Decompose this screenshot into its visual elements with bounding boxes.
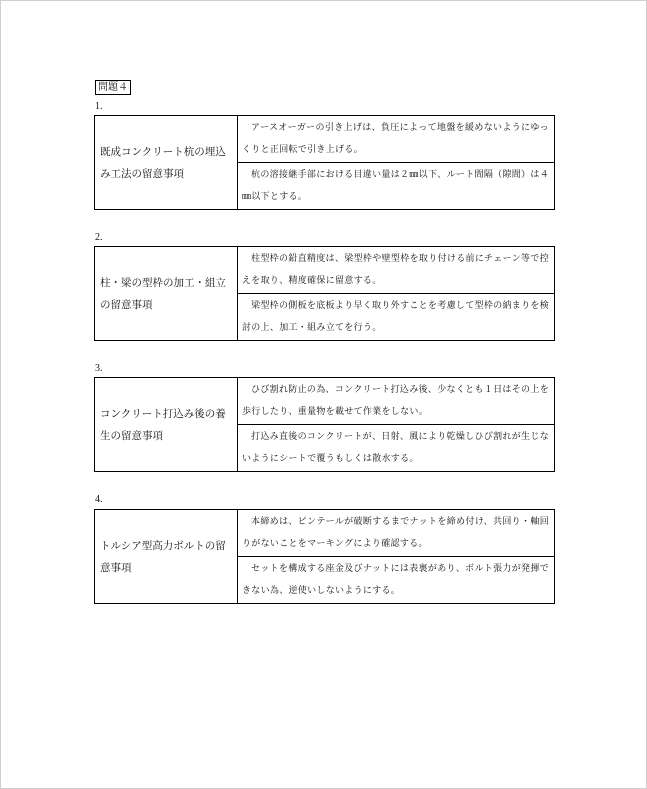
topic-cell: 柱・梁の型枠の加工・組立の留意事項 (95, 247, 238, 341)
point-cell: 本締めは、ピンテールが破断するまでナットを締め付け、共回り・軸回りがないことをマーキングにより確認する。 (238, 510, 555, 557)
point-cell: アースオーガーの引き上げは、負圧によって地盤を緩めないようにゆっくりと正回転で引き上げる。 (238, 116, 555, 163)
item-table (94, 246, 555, 341)
item-number: 1. (95, 101, 103, 112)
item-table (94, 115, 555, 210)
item-table (94, 509, 555, 604)
topic-cell: トルシア型高力ボルトの留意事項 (95, 510, 238, 604)
point-cell: 柱型枠の鉛直精度は、梁型枠や壁型枠を取り付ける前にチェーン等で控えを取り、精度確保に留意する。 (238, 247, 555, 294)
point-cell: セットを構成する座金及びナットには表裏があり、ボルト張力が発揮できない為、逆使いしないようにする。 (238, 557, 555, 604)
item-number: 3. (95, 363, 103, 374)
point-cell: 打込み直後のコンクリートが、日射、風により乾燥しひび割れが生じないようにシートで覆うもしくは散水する。 (238, 425, 555, 472)
topic-cell: コンクリート打込み後の養生の留意事項 (95, 378, 238, 472)
item-number: 4. (95, 494, 103, 505)
point-cell: 杭の溶接継手部における目違い量は２㎜以下、ルート間隔（隙間）は４㎜以下とする。 (238, 163, 555, 210)
item-number: 2. (95, 232, 103, 243)
point-cell: 梁型枠の側板を底板より早く取り外すことを考慮して型枠の納まりを検討の上、加工・組み立てを行う。 (238, 294, 555, 341)
problem-title: 問題４ (95, 80, 131, 95)
point-cell: ひび割れ防止の為、コンクリート打込み後、少なくとも１日はその上を歩行したり、重量物を載せて作業をしない。 (238, 378, 555, 425)
topic-cell: 既成コンクリート杭の埋込み工法の留意事項 (95, 116, 238, 210)
item-table (94, 377, 555, 472)
